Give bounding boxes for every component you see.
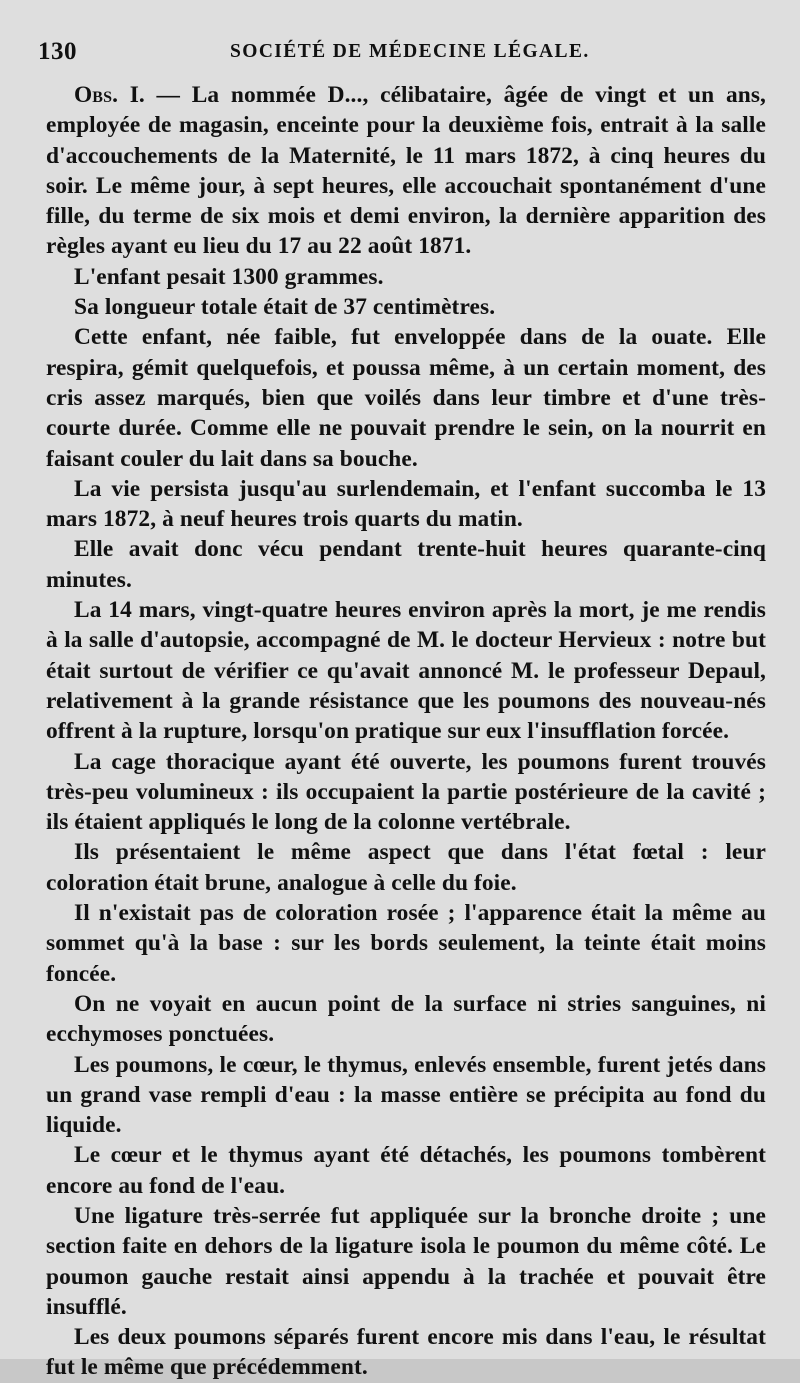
paragraph [46, 898, 766, 989]
paragraph [46, 837, 766, 898]
paragraph [46, 1140, 766, 1201]
paragraph-text: Cette enfant, née faible, fut enveloppée dans de la ouate. Elle respira, gémit quelquefois, et poussa même, à un certain moment, des cris assez marqués, bien que voilés dans leur timbre et d'une très-courte durée. Comme elle ne pouvait prendre le sein, on la nourrit en faisant couler du lait dans sa bouche. [46, 324, 766, 472]
paragraph-text: La 14 mars, vingt-quatre heures environ après la mort, je me rendis à la salle d'autopsie, accompagné de M. le docteur Hervieux : notre but était surtout de vérifier ce qu'avait annoncé M. le professeur Depaul, relativement à la grande résistance que les poumons des nouveau-nés offrent à la rupture, lorsqu'on pratique sur eux l'insufflation forcée. [46, 597, 766, 745]
paragraph [46, 989, 766, 1050]
paragraph-text: Il n'existait pas de coloration rosée ; l'apparence était la même au sommet qu'à la base : sur les bords seulement, la teinte était moins foncée. [46, 900, 766, 987]
running-title: SOCIÉTÉ DE MÉDECINE LÉGALE. [230, 41, 590, 62]
paragraph-text: Le cœur et le thymus ayant été détachés, les poumons tombèrent encore au fond de l'eau. [46, 1142, 766, 1199]
paragraph [46, 534, 766, 595]
paragraph-text: Une ligature très-serrée fut appliquée sur la bronche droite ; une section faite en dehors de la ligature isola le poumon du même côté. Le poumon gauche restait ainsi appendu à la trachée et pouvait être insufflé. [46, 1202, 766, 1320]
paragraph [46, 1201, 766, 1322]
paragraph [46, 1050, 766, 1141]
paragraph [46, 1322, 766, 1383]
paragraph [46, 322, 766, 473]
paragraph-text: Les poumons, le cœur, le thymus, enlevés ensemble, furent jetés dans un grand vase rempli d'eau : la masse entière se précipita au fond du liquide. [46, 1051, 766, 1139]
paragraph-text: — La nommée D..., célibataire, âgée de vingt et un ans, employée de magasin, enceinte pour la deuxième fois, entrait à la salle d'accouchements de la Maternité, le 11 mars 1872, à cinq heures du soir. Le même jour, à sept heures, elle accouchait spontanément d'une fille, du terme de six mois et demi environ, la dernière apparition des règles ayant eu lieu du 17 au 22 août 1871. [46, 82, 766, 260]
paragraph-text: On ne voyait en aucun point de la surface ni stries sanguines, ni ecchymoses ponctuées. [46, 990, 766, 1048]
paragraph [46, 262, 766, 292]
paragraph-text: Ils présentaient le même aspect que dans l'état fœtal : leur coloration était brune, analogue à celle du foie. [46, 839, 766, 896]
body-text [46, 80, 766, 1383]
page-header [38, 38, 770, 66]
paragraph-text: Les deux poumons séparés furent encore mis dans l'eau, le résultat fut le même que précédemment. [46, 1324, 766, 1381]
paragraph [46, 747, 766, 838]
observation-label: Obs. I. [74, 82, 145, 108]
paragraph [46, 474, 766, 535]
page-number: 130 [38, 38, 77, 65]
paragraph [46, 292, 766, 322]
paragraph-text: La vie persista jusqu'au surlendemain, et l'enfant succomba le 13 mars 1872, à neuf heures trois quarts du matin. [46, 475, 766, 533]
paragraph-observation [46, 80, 766, 262]
paragraph [46, 595, 766, 746]
paragraph-text: Elle avait donc vécu pendant trente-huit heures quarante-cinq minutes. [46, 536, 766, 593]
paragraph-text: L'enfant pesait 1300 grammes. [74, 263, 384, 290]
paragraph-text: La cage thoracique ayant été ouverte, les poumons furent trouvés très-peu volumineux : ils occupaient la partie postérieure de la cavité ; ils étaient appliqués le long de la colonne vertébrale. [46, 748, 766, 836]
paragraph-text: Sa longueur totale était de 37 centimètres. [74, 294, 496, 321]
